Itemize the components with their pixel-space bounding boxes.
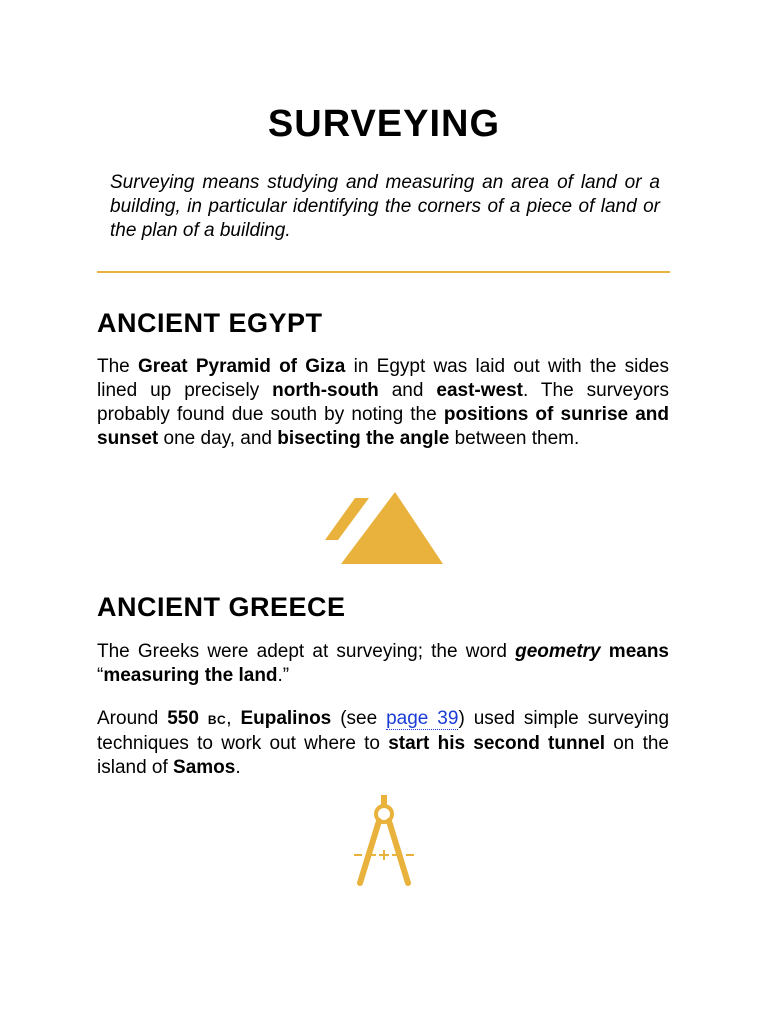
bold-term: measuring the land [103,665,278,686]
egypt-paragraph [97,355,669,451]
text-run: in Egypt was laid out with the sides lined up precisely [97,356,669,401]
bold-term: north-south [272,380,379,401]
divider [97,271,670,273]
text-run: Around [97,708,168,729]
bold-term: positions of sunrise and sunset [97,404,670,449]
text-run: between them. [449,428,580,449]
section-heading-egypt: ANCIENT EGYPT [97,308,323,338]
bold-term: Samos [173,757,236,778]
section-heading-greece: ANCIENT GREECE [97,592,346,622]
text-run: “ [97,665,104,686]
era-abbreviation: BC [207,713,227,727]
bold-term: means [608,641,669,662]
text-run: .” [277,665,290,686]
bold-term: start his second tunnel [388,733,606,754]
text-run: (see [331,708,387,729]
bold-term: Great Pyramid of Giza [137,356,346,377]
greece-paragraph-1 [97,640,669,688]
text-run: one day, and [158,428,278,449]
text-run: . [235,757,241,778]
bold-term: bisecting the angle [277,428,450,449]
text-run: and [378,380,437,401]
page-link[interactable]: page 39 [386,708,459,729]
compass-icon [350,795,418,887]
intro-text: Surveying means studying and measuring an area of land or a building, in particular identifying the corners of a piece of land or the plan of a building. [110,172,660,241]
text-run: The Greeks were adept at surveying; the word [97,641,516,662]
greece-paragraph-2 [97,707,669,780]
text-run [601,641,609,662]
text-run: on the island of [97,733,670,778]
text-run: ) used simple surveying techniques to work out where to [97,708,670,754]
bold-term: Eupalinos [240,708,332,729]
text-run: . The surveyors probably found due south by noting the [97,380,669,425]
text-run: The [97,356,138,377]
bold-term: 550 [167,708,199,729]
pyramids-icon [325,490,445,564]
bold-term: east-west [436,380,524,401]
bold-italic-term: geometry [515,641,601,662]
text-run: , [226,708,241,729]
text-run [199,708,208,729]
page-title: SURVEYING [267,103,501,145]
